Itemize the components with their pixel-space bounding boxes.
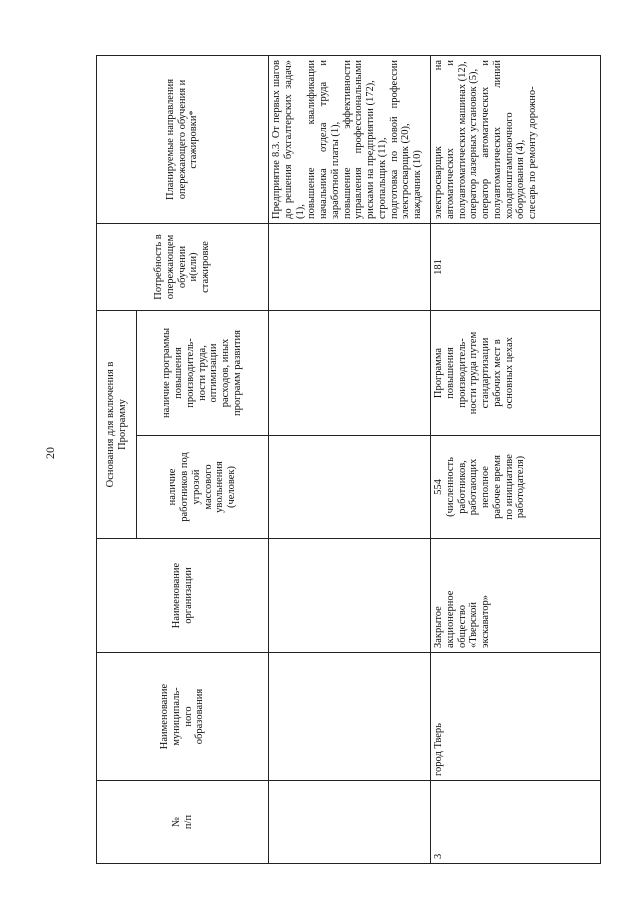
header-grounds-workers: наличие работников под угрозой массового увольнения (человек) xyxy=(137,436,269,539)
table-row xyxy=(269,55,431,863)
row1-organization xyxy=(269,539,431,653)
row2-workers: 554 (численность работников, работающих неполное рабочее время по инициативе работодателя) xyxy=(431,436,601,539)
header-grounds-programs: наличие программы повышения производитель- ности труда, оптимизации расходов, иных программ развития xyxy=(137,310,269,435)
header-organization: Наименование организации xyxy=(97,539,269,653)
row1-directions: Предприятие 8.3. От первых шагов до решения бухгалтерских задач» (1), повышение квалификации начальника отдела труда и заработной платы (1), повышение эффективности управления профессиональными рисками на предприятии (172), стропальщик (11), подготовка по новой профессии электросварщик (20), наждачник (10) xyxy=(269,55,431,223)
rotated-table-container xyxy=(96,56,601,864)
header-grounds: Основания для включения в Программу xyxy=(97,310,137,538)
row2-municipality: город Тверь xyxy=(431,653,601,781)
header-municipality: Наименование муниципаль- ного образования xyxy=(97,653,269,781)
row1-need xyxy=(269,223,431,310)
table-row xyxy=(431,55,601,863)
row1-workers xyxy=(269,436,431,539)
page-number: 20 xyxy=(43,447,57,459)
row2-need: 181 xyxy=(431,223,601,310)
header-num: № п/п xyxy=(97,781,269,864)
row2-organization: Закрытое акционерное общество «Тверской экскаватор» xyxy=(431,539,601,653)
row2-programs: Программа повышения производитель- ности труда путем стандартизации рабочих мест в основных цехах xyxy=(431,310,601,435)
row1-municipality xyxy=(269,653,431,781)
header-directions: Планируемые направления опережающего обучения и стажировки* xyxy=(97,55,269,223)
header-need: Потребность в опережающем обучении и(или) стажировке xyxy=(97,223,269,310)
row1-num xyxy=(269,781,431,864)
row2-num: 3 xyxy=(431,781,601,864)
row1-programs xyxy=(269,310,431,435)
program-table xyxy=(96,55,601,864)
row2-directions: электросварщик на автоматических и полуавтоматических машинах (12), оператор лазерных установок (5), оператор автоматических и полуавтоматических линий холодноштамповочного оборудования (4), слесарь по ремонту дорожно- xyxy=(431,55,601,223)
